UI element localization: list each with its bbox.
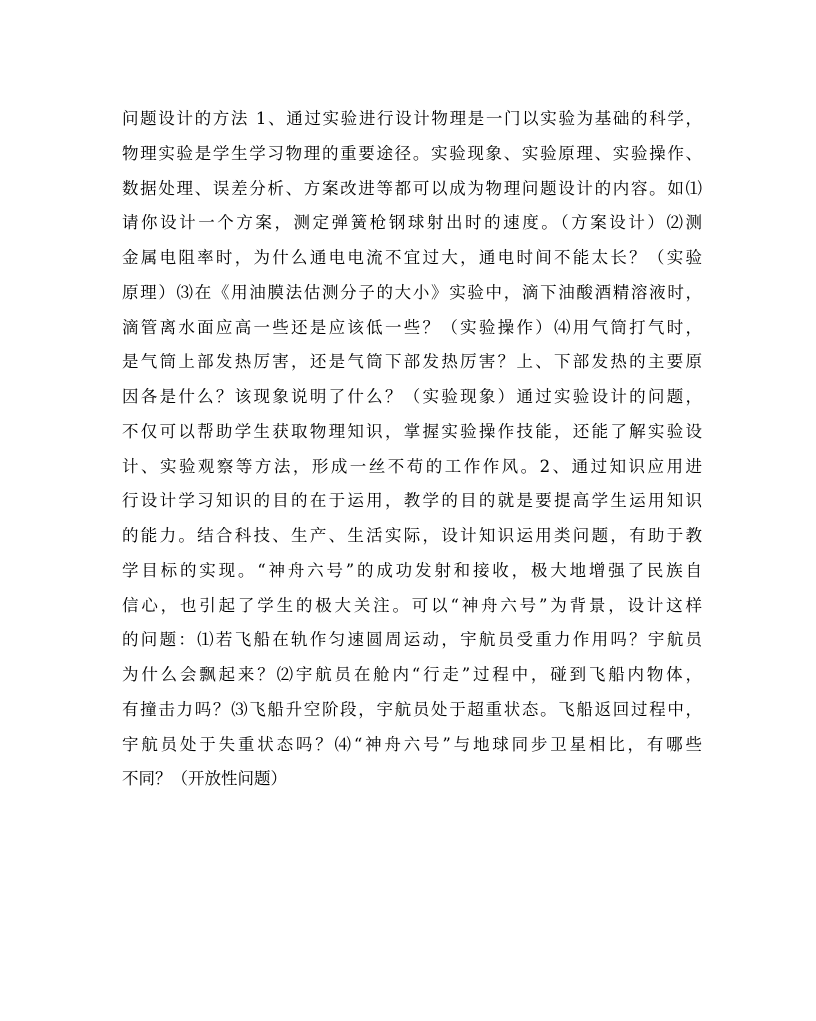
text-line: 计、实验观察等方法，形成一丝不苟的工作作风。2、通过知识应用进 [122, 456, 702, 476]
text-line: 问题设计的方法 1、通过实验进行设计物理是一门以实验为基础的科学， [122, 109, 702, 128]
text-line: 因各是什么？该现象说明了什么？（实验现象）通过实验设计的问题， [122, 387, 702, 406]
text-line: 信心，也引起了学生的极大关注。可以“神舟六号”为背景，设计这样 [122, 595, 702, 615]
text-line: 不同？（开放性问题） [122, 769, 287, 789]
text-line: 数据处理、误差分析、方案改进等都可以成为物理问题设计的内容。如⑴ [122, 178, 702, 198]
text-line: 金属电阻率时，为什么通电电流不宜过大，通电时间不能太长？（实验 [122, 248, 702, 267]
text-line: 物理实验是学生学习物理的重要途径。实验现象、实验原理、实验操作、 [122, 143, 702, 163]
text-line: 有撞击力吗？⑶飞船升空阶段，宇航员处于超重状态。飞船返回过程中， [122, 699, 702, 719]
text-line: 学目标的实现。“神舟六号”的成功发射和接收，极大地增强了民族自 [122, 560, 702, 580]
text-line: 宇航员处于失重状态吗？⑷“神舟六号”与地球同步卫星相比，有哪些 [122, 734, 702, 754]
text-line: 不仅可以帮助学生获取物理知识，掌握实验操作技能，还能了解实验设 [122, 421, 702, 441]
text-line: 行设计学习知识的目的在于运用，教学的目的就是要提高学生运用知识 [122, 491, 702, 511]
text-line: 的能力。结合科技、生产、生活实际，设计知识运用类问题，有助于教 [122, 526, 702, 545]
text-line: 的问题：⑴若飞船在轨作匀速圆周运动，宇航员受重力作用吗？宇航员 [122, 630, 702, 650]
text-line: 滴管离水面应高一些还是应该低一些？（实验操作）⑷用气筒打气时， [122, 317, 702, 337]
text-line: 请你设计一个方案，测定弹簧枪钢球射出时的速度。（方案设计）⑵测 [122, 213, 702, 233]
text-line: 为什么会飘起来？⑵宇航员在舱内“行走”过程中，碰到飞船内物体， [122, 665, 702, 684]
text-line: 原理）⑶在《用油膜法估测分子的大小》实验中，滴下油酸酒精溶液时， [122, 282, 702, 302]
body-paragraph [122, 102, 702, 797]
text-line: 是气筒上部发热厉害，还是气筒下部发热厉害？上、下部发热的主要原 [122, 352, 702, 372]
